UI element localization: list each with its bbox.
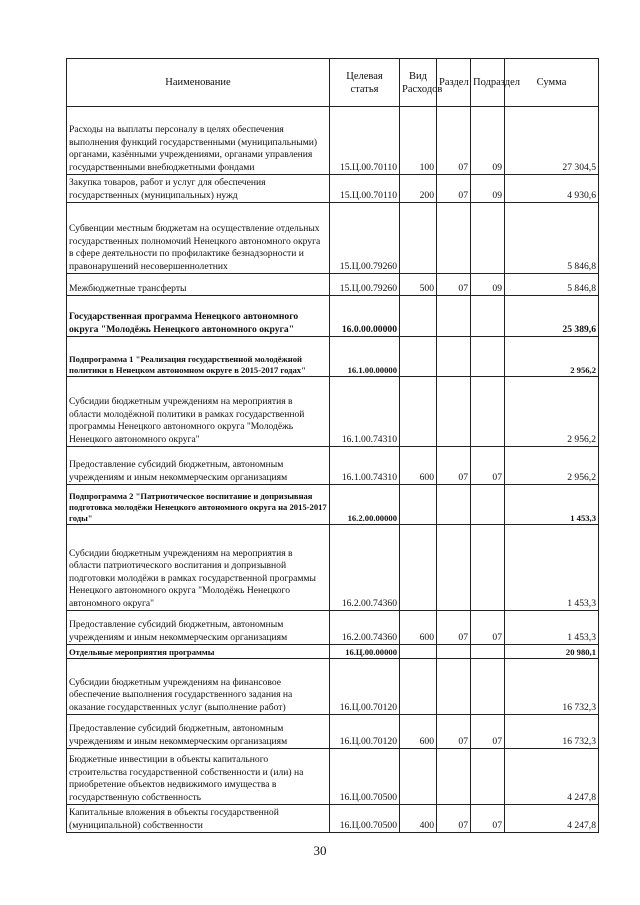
- row-vid: 500: [400, 274, 437, 296]
- row-razdel: [437, 645, 471, 659]
- table-row: [67, 715, 599, 749]
- row-vid: 100: [400, 107, 437, 175]
- row-name: Субсидии бюджетным учреждениям на финансовое обеспечение выполнения государственного задания на оказание государственных услуг (выполнение работ): [67, 659, 330, 715]
- table-row: [67, 611, 599, 645]
- row-target: 15.Ц.00.70110: [330, 107, 400, 175]
- row-sum: 5 846,8: [505, 274, 599, 296]
- table-row-activities: [67, 645, 599, 659]
- row-podrazdel: [471, 525, 505, 611]
- row-sum: 5 846,8: [505, 203, 599, 274]
- header-target-article: Целевая статья: [330, 59, 400, 107]
- row-target: 16.1.00.74310: [330, 447, 400, 485]
- row-razdel: [437, 203, 471, 274]
- row-podrazdel: [471, 337, 505, 377]
- row-name: Субсидии бюджетным учреждениям на мероприятия в области молодёжной политики в рамках государственной программы Ненецкого автономного округа "Молодёжь Ненецкого автономного округа": [67, 377, 330, 447]
- table-row: [67, 749, 599, 805]
- row-sum: 2 956,2: [505, 377, 599, 447]
- row-target: 16.Ц.00.70500: [330, 749, 400, 805]
- table-row-program: [67, 296, 599, 337]
- row-name: Предоставление субсидий бюджетным, автономным учреждениям и иным некоммерческим организациям: [67, 447, 330, 485]
- row-sum: 16 732,3: [505, 715, 599, 749]
- table-row: [67, 659, 599, 715]
- row-podrazdel: 07: [471, 805, 505, 833]
- row-podrazdel: 09: [471, 274, 505, 296]
- row-sum: 25 389,6: [505, 296, 599, 337]
- row-target: 16.Ц.00.00000: [330, 645, 400, 659]
- row-podrazdel: 09: [471, 107, 505, 175]
- row-name: Закупка товаров, работ и услуг для обеспечения государственных (муниципальных) нужд: [67, 175, 330, 203]
- row-vid: [400, 525, 437, 611]
- row-razdel: [437, 659, 471, 715]
- row-vid: [400, 377, 437, 447]
- row-sum: 27 304,5: [505, 107, 599, 175]
- row-podrazdel: 07: [471, 447, 505, 485]
- row-razdel: [437, 377, 471, 447]
- row-name: Капитальные вложения в объекты государственной (муниципальной) собственности: [67, 805, 330, 833]
- row-podrazdel: [471, 203, 505, 274]
- row-razdel: 07: [437, 715, 471, 749]
- row-vid: 600: [400, 447, 437, 485]
- row-razdel: 07: [437, 175, 471, 203]
- row-target: 16.Ц.00.70120: [330, 659, 400, 715]
- row-name: Расходы на выплаты персоналу в целях обеспечения выполнения функций государственными (муниципальными) органами, казёнными учреждениями, органами управления государственными внебюджетными фондами: [67, 107, 330, 175]
- row-name: Подпрограмма 1 "Реализация государственной молодёжной политики в Ненецком автономном округе в 2015-2017 годах": [67, 337, 330, 377]
- table-row-subprogram: [67, 485, 599, 525]
- table-row: [67, 203, 599, 274]
- row-razdel: 07: [437, 611, 471, 645]
- row-target: 16.1.00.74310: [330, 377, 400, 447]
- row-podrazdel: [471, 296, 505, 337]
- row-target: 16.0.00.00000: [330, 296, 400, 337]
- header-subsection: Подраздел: [471, 59, 505, 107]
- table-row: [67, 805, 599, 833]
- row-name: Бюджетные инвестиции в объекты капитального строительства государственной собственности и (или) на приобретение объектов недвижимого имущества в государственную собственность: [67, 749, 330, 805]
- row-name: Предоставление субсидий бюджетным, автономным учреждениям и иным некоммерческим организациям: [67, 611, 330, 645]
- row-podrazdel: 07: [471, 715, 505, 749]
- row-vid: [400, 645, 437, 659]
- table-row: [67, 274, 599, 296]
- row-target: 16.2.00.74360: [330, 611, 400, 645]
- row-vid: [400, 485, 437, 525]
- row-sum: 4 247,8: [505, 805, 599, 833]
- header-expense-type: Вид Расходов: [400, 59, 437, 107]
- row-name: Государственная программа Ненецкого автономного округа "Молодёжь Ненецкого автономного округа": [67, 296, 330, 337]
- row-razdel: [437, 485, 471, 525]
- row-podrazdel: [471, 485, 505, 525]
- row-vid: [400, 337, 437, 377]
- table-row: [67, 175, 599, 203]
- row-razdel: [437, 749, 471, 805]
- row-name: Субсидии бюджетным учреждениям на мероприятия в области патриотического воспитания и допризывной подготовки молодёжи в рамках государственной программы Ненецкого автономного округа "Молодёжь Ненецкого автономного округа": [67, 525, 330, 611]
- row-razdel: [437, 337, 471, 377]
- table-row: [67, 447, 599, 485]
- row-razdel: [437, 296, 471, 337]
- row-podrazdel: [471, 659, 505, 715]
- row-sum: 2 956,2: [505, 447, 599, 485]
- row-name: Субвенции местным бюджетам на осуществление отдельных государственных полномочий Ненецкого автономного округа в сфере деятельности по профилактике безнадзорности и правонарушений несовершеннолетних: [67, 203, 330, 274]
- row-sum: 4 247,8: [505, 749, 599, 805]
- row-vid: 200: [400, 175, 437, 203]
- row-target: 15.Ц.00.70110: [330, 175, 400, 203]
- row-sum: 1 453,3: [505, 485, 599, 525]
- table-row: [67, 525, 599, 611]
- row-razdel: 07: [437, 805, 471, 833]
- row-sum: 1 453,3: [505, 611, 599, 645]
- row-target: 16.Ц.00.70500: [330, 805, 400, 833]
- row-sum: 1 453,3: [505, 525, 599, 611]
- page-number: 30: [313, 843, 327, 858]
- row-vid: 600: [400, 611, 437, 645]
- table-row: [67, 107, 599, 175]
- row-vid: [400, 296, 437, 337]
- row-target: 16.1.00.00000: [330, 337, 400, 377]
- row-target: 15.Ц.00.79260: [330, 274, 400, 296]
- row-podrazdel: [471, 645, 505, 659]
- row-podrazdel: [471, 377, 505, 447]
- row-vid: [400, 749, 437, 805]
- header-name: Наименование: [67, 59, 330, 107]
- row-sum: 4 930,6: [505, 175, 599, 203]
- row-podrazdel: [471, 749, 505, 805]
- row-sum: 20 980,1: [505, 645, 599, 659]
- table-row-subprogram: [67, 337, 599, 377]
- row-target: 16.2.00.74360: [330, 525, 400, 611]
- row-podrazdel: 07: [471, 611, 505, 645]
- row-target: 16.Ц.00.70120: [330, 715, 400, 749]
- budget-table: [66, 58, 599, 833]
- table-row: [67, 377, 599, 447]
- header-section: Раздел: [437, 59, 471, 107]
- row-name: Предоставление субсидий бюджетным, автономным учреждениям и иным некоммерческим организациям: [67, 715, 330, 749]
- row-name: Межбюджетные трансферты: [67, 274, 330, 296]
- header-row: [67, 59, 599, 107]
- row-target: 15.Ц.00.79260: [330, 203, 400, 274]
- row-podrazdel: 09: [471, 175, 505, 203]
- row-razdel: [437, 525, 471, 611]
- row-vid: [400, 659, 437, 715]
- row-razdel: 07: [437, 274, 471, 296]
- row-razdel: 07: [437, 447, 471, 485]
- row-vid: 600: [400, 715, 437, 749]
- row-razdel: 07: [437, 107, 471, 175]
- row-name: Отдельные мероприятия программы: [67, 645, 330, 659]
- row-target: 16.2.00.00000: [330, 485, 400, 525]
- header-sum: Сумма: [505, 59, 599, 107]
- row-vid: 400: [400, 805, 437, 833]
- row-vid: [400, 203, 437, 274]
- row-sum: 2 956,2: [505, 337, 599, 377]
- row-name: Подпрограмма 2 "Патриотическое воспитание и допризывная подготовка молодёжи Ненецкого автономного округа на 2015-2017 годы": [67, 485, 330, 525]
- row-sum: 16 732,3: [505, 659, 599, 715]
